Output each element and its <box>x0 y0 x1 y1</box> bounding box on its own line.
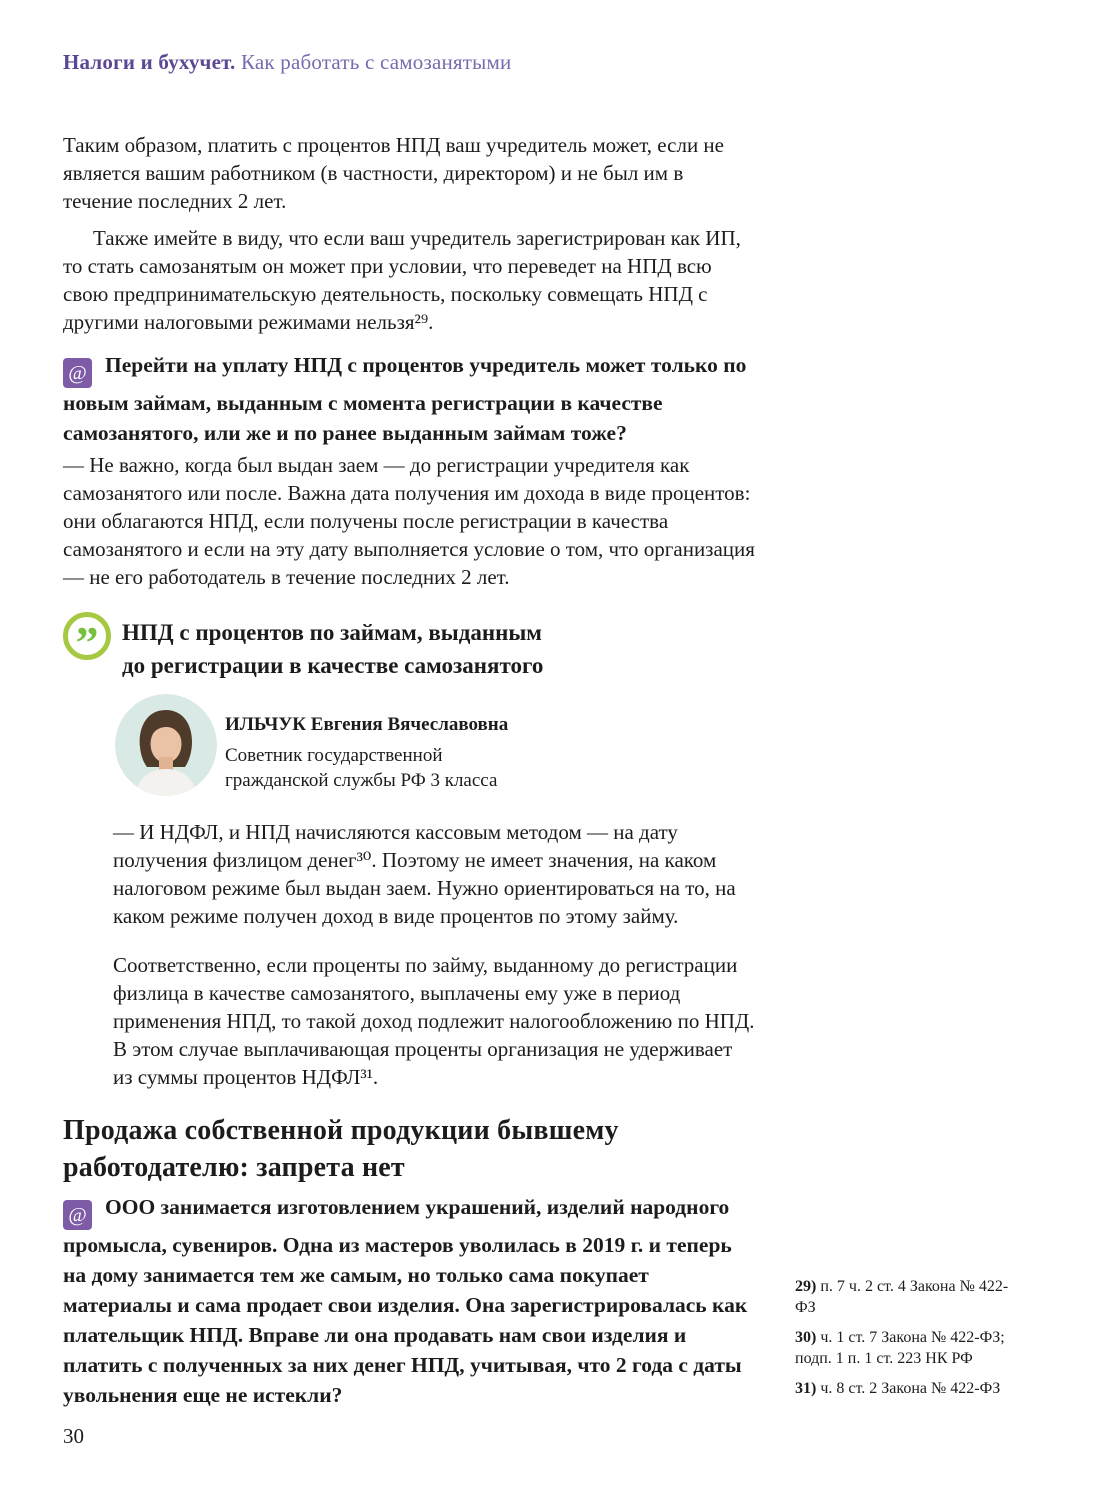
quote-title <box>122 616 757 682</box>
expert-info <box>225 712 508 793</box>
footnote-30-text: ч. 1 ст. 7 Закона № 422-ФЗ; подп. 1 п. 1 ст. 223 НК РФ <box>795 1329 1005 1367</box>
footnote-30-number: 30) <box>795 1329 817 1346</box>
at-glyph: @ <box>68 362 87 384</box>
expert-portrait-illustration <box>115 694 217 796</box>
quote-title-line-1: НПД с процентов по займам, выданным <box>122 620 542 645</box>
footnote-31-text: ч. 8 ст. 2 Закона № 422-ФЗ <box>820 1380 1001 1397</box>
intro-paragraph-2: Также имейте в виду, что если ваш учредитель зарегистрирован как ИП, то стать самозанятым он может при условии, что переведет на НПД всю свою предпринимательскую деятельность, поскольку совмещать НПД с другими налоговыми режимами нельзя²⁹. <box>63 226 741 334</box>
section-heading <box>63 1112 619 1186</box>
section-heading-line-2: работодателю: запрета нет <box>63 1152 405 1183</box>
footnote-31 <box>795 1378 1025 1399</box>
question-block-1 <box>63 350 757 591</box>
at-icon <box>63 1200 92 1230</box>
answer-1-text: — Не важно, когда был выдан заем — до регистрации учредителя как самозанятого или после. Важна дата получения им дохода в виде процентов: они облагаются НПД, если получены после регистрации в качества самозанятого и если на эту дату выполняется условие о том, что организация — не его работодатель в течение последних 2 лет. <box>63 453 755 589</box>
question-2-text: ООО занимается изготовлением украшений, изделий народного промысла, сувениров. Одна из мастеров уволилась в 2019 г. и теперь на дому занимается тем же самым, но только сама покупает материалы и сама продает свои изделия. Она зарегистрировалась как плательщик НПД. Вправе ли она продавать нам свои изделия и платить с полученных за них денег НПД, учитывая, что 2 года с даты увольнения еще не истекли? <box>63 1195 748 1407</box>
expert-name: ИЛЬЧУК Евгения Вячеславовна <box>225 714 509 735</box>
header-rubric: Как работать с самозанятыми <box>240 50 512 74</box>
at-icon <box>63 358 92 388</box>
footnote-29 <box>795 1276 1025 1318</box>
footnote-29-text: п. 7 ч. 2 ст. 4 Закона № 422-ФЗ <box>795 1278 1009 1316</box>
page-header <box>63 50 511 75</box>
at-glyph: @ <box>68 1204 87 1226</box>
expert-title-line-2: гражданской службы РФ 3 класса <box>225 770 498 791</box>
intro-paragraph-1: Таким образом, платить с процентов НПД ваш учредитель может, если не является вашим работником (в частности, директором) и не был им в течение последних 2 лет. <box>63 133 724 213</box>
footnote-31-number: 31) <box>795 1380 817 1397</box>
question-block-2 <box>63 1192 760 1410</box>
quote-icon <box>63 612 111 660</box>
expert-quote-block <box>63 616 757 1096</box>
expert-paragraph-2: Соответственно, если проценты по займу, выданному до регистрации физлица в качестве самозанятого, выплачены ему уже в период применения НПД, то такой доход подлежит налогообложению по НПД. В этом случае выплачивающая проценты организация не удерживает из суммы процентов НДФЛ³¹. <box>113 953 755 1089</box>
question-1-text: Перейти на уплату НПД с процентов учредитель может только по новым займам, выданным с момента регистрации в качестве самозанятого, или же и по ранее выданным займам тоже? <box>63 353 747 445</box>
footnote-29-number: 29) <box>795 1278 817 1295</box>
question-1 <box>63 350 757 448</box>
quote-title-line-2: до регистрации в качестве самозанятого <box>122 653 544 678</box>
question-2 <box>63 1192 760 1410</box>
expert-avatar <box>115 694 217 796</box>
footnote-30 <box>795 1327 1025 1369</box>
footnotes <box>795 1276 1025 1408</box>
header-brand: Налоги и бухучет. <box>63 50 236 74</box>
section-heading-line-1: Продажа собственной продукции бывшему <box>63 1115 619 1146</box>
quote-glyph: ” <box>75 617 99 660</box>
expert-title-line-1: Советник государственной <box>225 745 443 766</box>
page-number: 30 <box>63 1424 84 1448</box>
expert-paragraph-1: — И НДФЛ, и НПД начисляются кассовым методом — на дату получения физлицом денег³⁰. Поэтому не имеет значения, на каком налоговом режиме был выдан заем. Нужно ориентироваться на то, на каком режиме получен доход в виде процентов по этому займу. <box>113 820 736 928</box>
